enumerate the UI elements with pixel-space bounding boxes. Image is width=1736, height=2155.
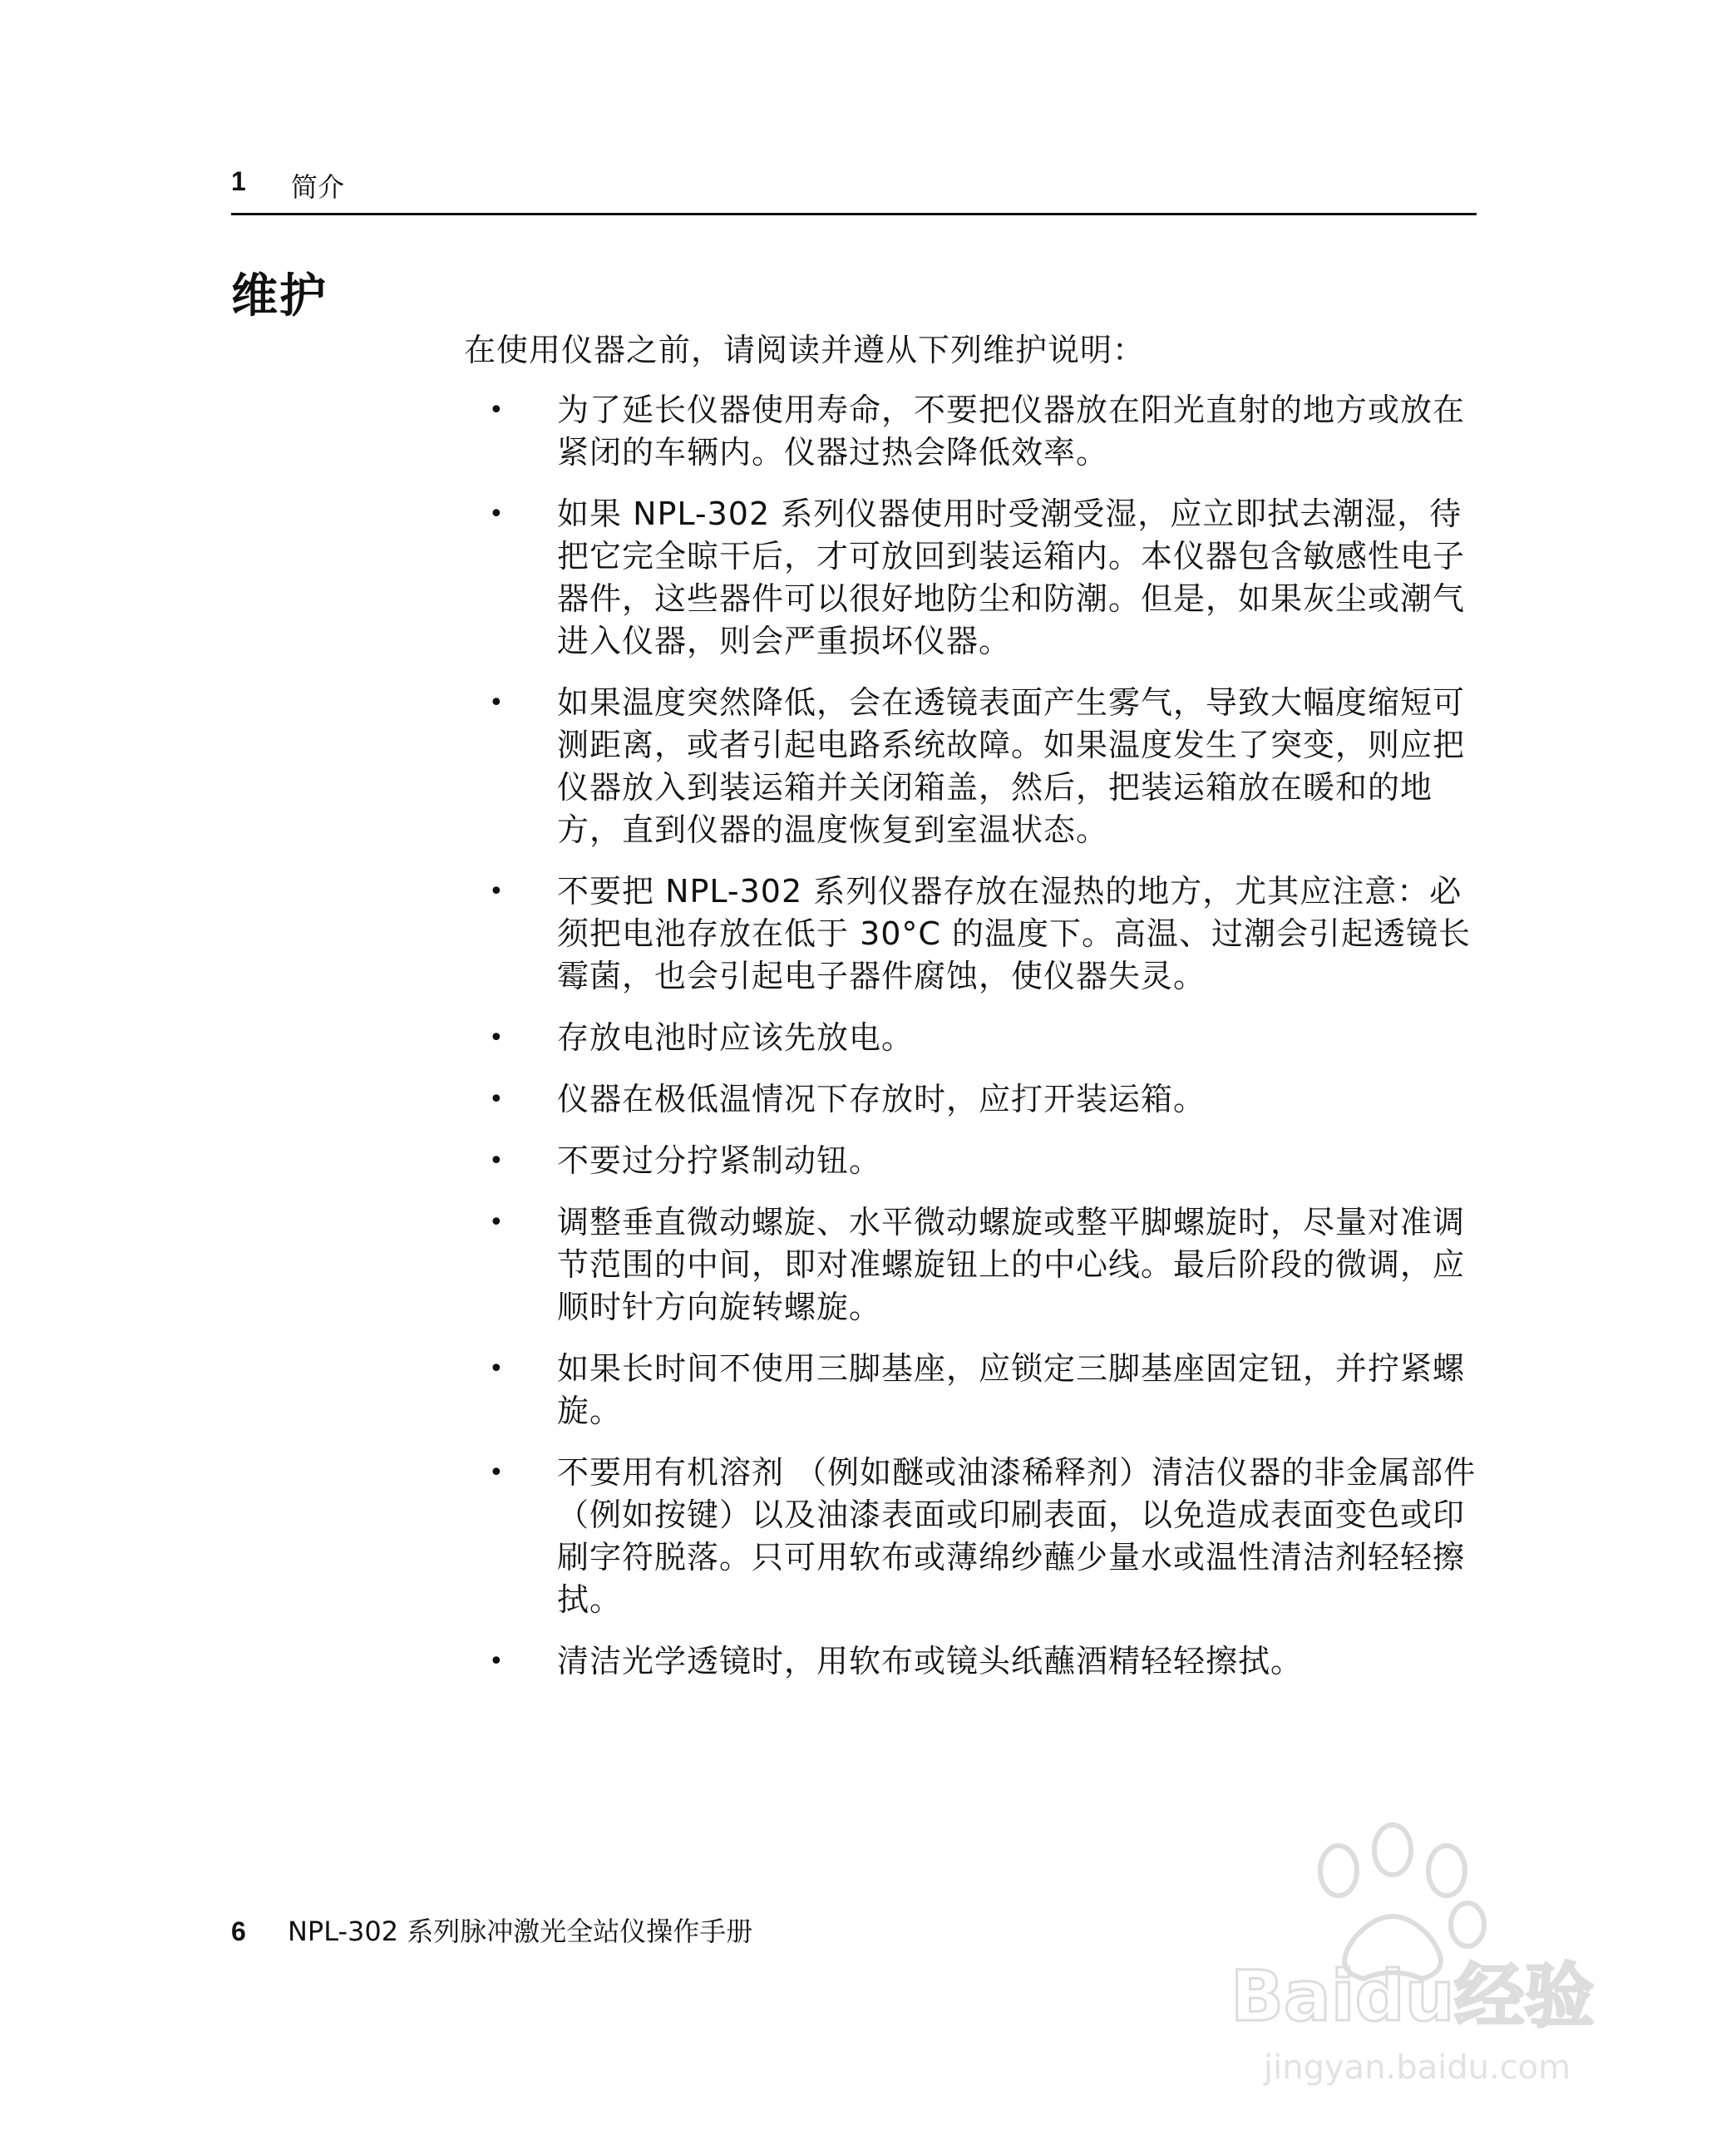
baidu-watermark (1214, 1812, 1613, 2095)
list-item (464, 1201, 1487, 1329)
list-item (464, 1078, 1487, 1121)
list-item (464, 389, 1487, 474)
bullet-icon: • (489, 1147, 505, 1176)
bullet-icon: • (489, 1208, 505, 1237)
paw-logo-icon (1214, 1812, 1613, 2095)
watermark-url: jingyan.baidu.com (1264, 2049, 1571, 2087)
list-item-text: 如果 NPL-302 系列仪器使用时受潮受湿，应立即拭去潮湿，待把它完全晾干后，才可放回到装运箱内。本仪器包含敏感性电子器件，这些器件可以很好地防尘和防潮。但是，如果灰尘或潮气进入仪器，则会严重损坏仪器。 (557, 496, 1466, 659)
list-item-text: 如果长时间不使用三脚基座，应锁定三脚基座固定钮，并拧紧螺旋。 (557, 1350, 1466, 1429)
bullet-icon: • (489, 1354, 505, 1383)
chapter-number: 1 (231, 166, 246, 196)
list-item-text: 清洁光学透镜时，用软布或镜头纸蘸酒精轻轻擦拭。 (557, 1643, 1304, 1679)
bullet-icon: • (489, 1458, 505, 1487)
bullet-icon: • (489, 1023, 505, 1053)
list-item (464, 682, 1487, 851)
list-item (464, 870, 1487, 998)
bullet-icon: • (489, 500, 505, 529)
list-item-text: 仪器在极低温情况下存放时，应打开装运箱。 (557, 1081, 1206, 1117)
page-footer (231, 1911, 752, 1949)
bullet-icon: • (489, 1085, 505, 1114)
bullet-icon: • (489, 877, 505, 906)
list-item (464, 1017, 1487, 1059)
page-number: 6 (231, 1916, 246, 1946)
chapter-title: 简介 (291, 171, 345, 203)
list-item-text: 为了延长仪器使用寿命，不要把仪器放在阳光直射的地方或放在紧闭的车辆内。仪器过热会降低效率。 (557, 392, 1466, 471)
watermark-brand: Baidu经验 (1230, 1955, 1595, 2037)
list-item (464, 1140, 1487, 1182)
manual-title: NPL-302 系列脉冲激光全站仪操作手册 (287, 1916, 753, 1947)
section-title: 维护 (231, 269, 328, 323)
bullet-icon: • (489, 1647, 505, 1676)
maintenance-list (464, 389, 1487, 1702)
list-item-text: 不要把 NPL-302 系列仪器存放在湿热的地方，尤其应注意：必须把电池存放在低于 30°C 的温度下。高温、过潮会引起透镜长霉菌，也会引起电子器件腐蚀，使仪器失灵。 (557, 873, 1472, 994)
bullet-icon: • (489, 396, 505, 425)
list-item (464, 1348, 1487, 1433)
list-item (464, 1640, 1487, 1683)
list-item-text: 不要用有机溶剂 （例如醚或油漆稀释剂）清洁仪器的非金属部件 （例如按键）以及油漆表面或印刷表面，以免造成表面变色或印刷字符脱落。只可用软布或薄绵纱蘸少量水或温性清洁剂轻轻擦拭。 (557, 1454, 1477, 1618)
list-item-text: 如果温度突然降低，会在透镜表面产生雾气，导致大幅度缩短可测距离，或者引起电路系统故障。如果温度发生了突变，则应把仪器放入到装运箱并关闭箱盖，然后，把装运箱放在暖和的地方，直到仪器的温度恢复到室温状态。 (557, 684, 1466, 848)
bullet-icon: • (489, 688, 505, 718)
list-item-text: 存放电池时应该先放电。 (557, 1019, 915, 1056)
list-item (464, 493, 1487, 663)
list-item-text: 调整垂直微动螺旋、水平微动螺旋或整平脚螺旋时，尽量对准调节范围的中间，即对准螺旋钮上的中心线。最后阶段的微调，应顺时针方向旋转螺旋。 (557, 1204, 1466, 1325)
page-header (231, 166, 1477, 215)
list-item (464, 1452, 1487, 1621)
intro-text: 在使用仪器之前，请阅读并遵从下列维护说明： (464, 332, 1146, 368)
list-item-text: 不要过分拧紧制动钮。 (557, 1142, 882, 1179)
